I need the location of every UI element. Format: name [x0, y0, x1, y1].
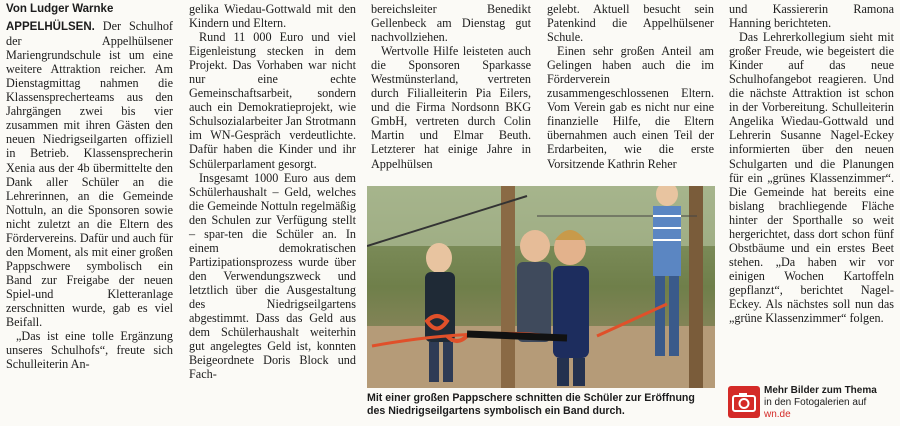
paragraph: Einen sehr großen Anteil am Gelingen haben auch die im Förderverein zusammengeschlossenen Eltern. Vom Verein gab es nicht nur eine finanzielle Hilfe, die Eltern übernahmen auch einen Teil der Erdarbeiten, wie die erste Vorsitzende Kathrin Reher	[547, 44, 714, 171]
paragraph: Rund 11 000 Euro und viel Eigenleistung stecken in dem Projekt. Das Vorhaben war nicht nur eine echte Gemeinschaftsarbeit, sondern auch ein Demokratieprojekt, wie Schulsozialarbeiter Jan Strotmann im WN-Gespräch verdeutlichte. Dafür haben die Kinder und ihr Schülerparlament gesorgt.	[189, 30, 356, 171]
more-photos-promo[interactable]	[728, 384, 896, 424]
promo-link[interactable]: wn.de	[764, 409, 791, 420]
ribbon-cutting-photo	[367, 186, 715, 388]
paragraph: Das Lehrerkollegium sieht mit großer Freude, wie begeistert die Kinder auf das neue Schulhofangebot reagieren. Und die nächste Attraktion ist schon in der Vorbereitung. Schulleiterin Angelika Wiedau-Gottwald und Lehrerin Susanne Nagel-Eckey informierten über den neuen Schulgarten und die Planungen für ein „grünes Klassenzimmer“. Die Gemeinde hat bereits eine bislang brachliegende Fläche hinter der Sporthalle so weit hergerichtet, dass dort schon fünf Obstbäume und ein erstes Beet stehen. „Da haben wir vor einigen Wochen Kartoffeln gepflanzt“, berichtet Nagel-Eckey. Als nächstes soll nun das „grüne Klassenzimmer“ folgen.	[729, 30, 894, 326]
byline: Von Ludger Warnke	[6, 3, 114, 15]
article-column-3	[371, 2, 531, 171]
paragraph: „Das ist eine tolle Ergänzung unseres Schulhofs“, freute sich Schulleiterin An-	[6, 329, 173, 372]
paragraph: gelebt. Aktuell besucht sein Patenkind die Appelhülsener Schule.	[547, 2, 714, 45]
promo-title: Mehr Bilder zum Thema	[764, 385, 877, 396]
paragraph: Wertvolle Hilfe leisteten auch die Sponsoren Sparkasse Westmünsterland, vertreten durch Filialleiterin Pia Eilers, und die Firma Nordsonn BKG GmbH, vertreten durch Colin Martin und Elmar Beuth. Letzterer hat einige Jahre in Appelhülsen	[371, 44, 531, 171]
camera-icon	[728, 386, 760, 418]
article-column-1	[6, 2, 173, 371]
paragraph: bereichsleiter Benedikt Gellenbeck am Dienstag gut nachvollziehen.	[371, 2, 531, 45]
article-column-5	[729, 2, 894, 325]
paragraph: und Kassiererin Ramona Hanning berichteten.	[729, 2, 894, 31]
lead-paragraph: APPELHÜLSEN. Der Schulhof der Appelhülsener Mariengrundschule ist um eine weitere Attraktion reicher. Am Dienstagmittag nahmen die Klassensprecherteams aus den Jahrgängen zwei bis vier zusammen mit ihren Gästen den neuen Niedrigseilgarten offiziell in Betrieb. Klassensprecherin Xenia aus der 4b übermittelte den Dank aller Schüler an die Lehrerinnen, an die Gemeinde Nottuln, an die Sponsoren sowie nicht zuletzt an die Eltern des Fördervereins. Dafür und auch für den Moment, als mit einer großen Pappschwere symbolisch ein Band zur Freigabe der neuen Spiel-und Kletteranlage zerschnitten wurde, gab es viel Beifall.	[6, 19, 173, 330]
photo-caption: Mit einer großen Pappschere schnitten die Schüler zur Eröffnung des Niedrigseilgartens symbolisch ein Band durch.	[367, 392, 695, 417]
article-photo	[367, 186, 715, 388]
promo-subtitle: in den Fotogalerien auf	[764, 397, 867, 408]
article-column-2	[189, 2, 356, 381]
article-column-4	[547, 2, 714, 171]
paragraph: gelika Wiedau-Gottwald mit den Kindern und Eltern.	[189, 2, 356, 31]
dateline: APPELHÜLSEN.	[6, 21, 95, 34]
paragraph: Insgesamt 1000 Euro aus dem Schülerhaushalt – Geld, welches die Gemeinde Nottuln regelmäßig den Schulen zur Verfügung stellt – spar-ten die Schüler an. In einem demokratischen Partizipationsprozess wurde über den Verwendungszweck und letztlich über die Ausgestaltung des Niedrigseilgartens abgestimmt. Dass das Geld aus dem Schülerhaushalt weiterhin gut angelegtes Geld ist, konnten Beigeordnete Doris Block und Fach-	[189, 170, 356, 382]
